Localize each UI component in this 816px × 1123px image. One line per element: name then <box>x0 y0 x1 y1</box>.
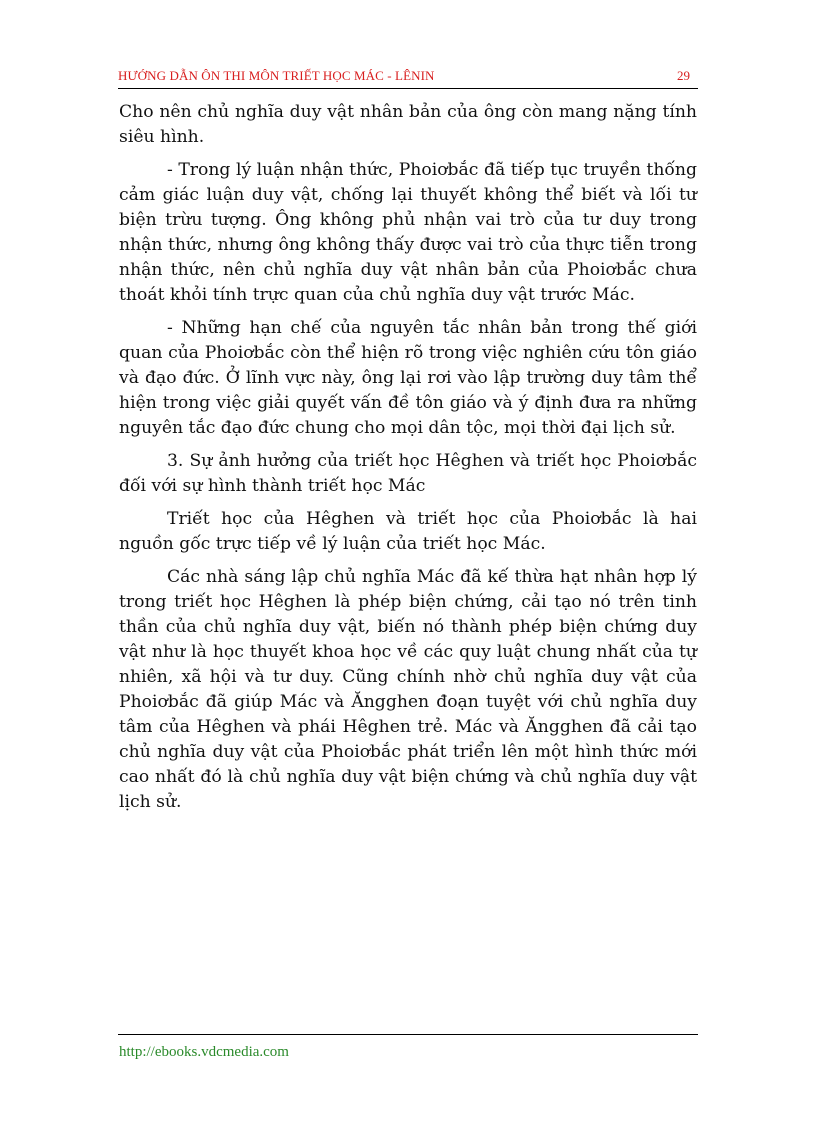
footer-divider <box>118 1034 698 1035</box>
paragraph-epistemology: - Trong lý luận nhận thức, Phoiơbắc đã tiếp tục truyền thống cảm giác luận duy vật, chống lại thuyết không thể biết và lối tư biện trừu tượng. Ông không phủ nhận vai trò của tư duy trong nhận thức, nhưng ông không thấy được vai trò của thực tiễn trong nhận thức, nên chủ nghĩa duy vật nhân bản của Phoiơbắc chưa thoát khỏi tính trực quan của chủ nghĩa duy vật trước Mác. <box>119 160 697 305</box>
footer-url-link[interactable]: http://ebooks.vdcmedia.com <box>119 1044 289 1060</box>
paragraph-inheritance: Các nhà sáng lập chủ nghĩa Mác đã kế thừa hạt nhân hợp lý trong triết học Hêghen là phép biện chứng, cải tạo nó trên tinh thần của chủ nghĩa duy vật, biến nó thành phép biện chứng duy vật như là học thuyết khoa học về các quy luật chung nhất của tự nhiên, xã hội và tư duy. Cũng chính nhờ chủ nghĩa duy vật của Phoiơbắc đã giúp Mác và Ăngghen đoạn tuyệt với chủ nghĩa duy tâm của Hêghen và phái Hêghen trẻ. Mác và Ăngghen đã cải tạo chủ nghĩa duy vật của Phoiơbắc phát triển lên một hình thức mới cao nhất đó là chủ nghĩa duy vật biện chứng và chủ nghĩa duy vật lịch sử. <box>119 567 697 812</box>
page-header <box>118 66 698 89</box>
paragraph-limitations: - Những hạn chế của nguyên tắc nhân bản trong thế giới quan của Phoiơbắc còn thể hiện rõ trong việc nghiên cứu tôn giáo và đạo đức. Ở lĩnh vực này, ông lại rơi vào lập trường duy tâm thể hiện trong việc giải quyết vấn đề tôn giáo và ý định đưa ra những nguyên tắc đạo đức chung cho mọi dân tộc, mọi thời đại lịch sử. <box>119 318 697 438</box>
body-text <box>119 100 697 823</box>
paragraph-sources: Triết học của Hêghen và triết học của Phoiơbắc là hai nguồn gốc trực tiếp về lý luận của triết học Mác. <box>119 509 697 554</box>
header-title: HƯỚNG DẪN ÔN THI MÔN TRIẾT HỌC MÁC - LÊNIN <box>118 68 435 83</box>
paragraph-continuation: Cho nên chủ nghĩa duy vật nhân bản của ông còn mang nặng tính siêu hình. <box>119 102 697 147</box>
section-heading: 3. Sự ảnh hưởng của triết học Hêghen và triết học Phoiơbắc đối với sự hình thành triết học Mác <box>119 451 697 496</box>
page-number: 29 <box>677 68 690 83</box>
